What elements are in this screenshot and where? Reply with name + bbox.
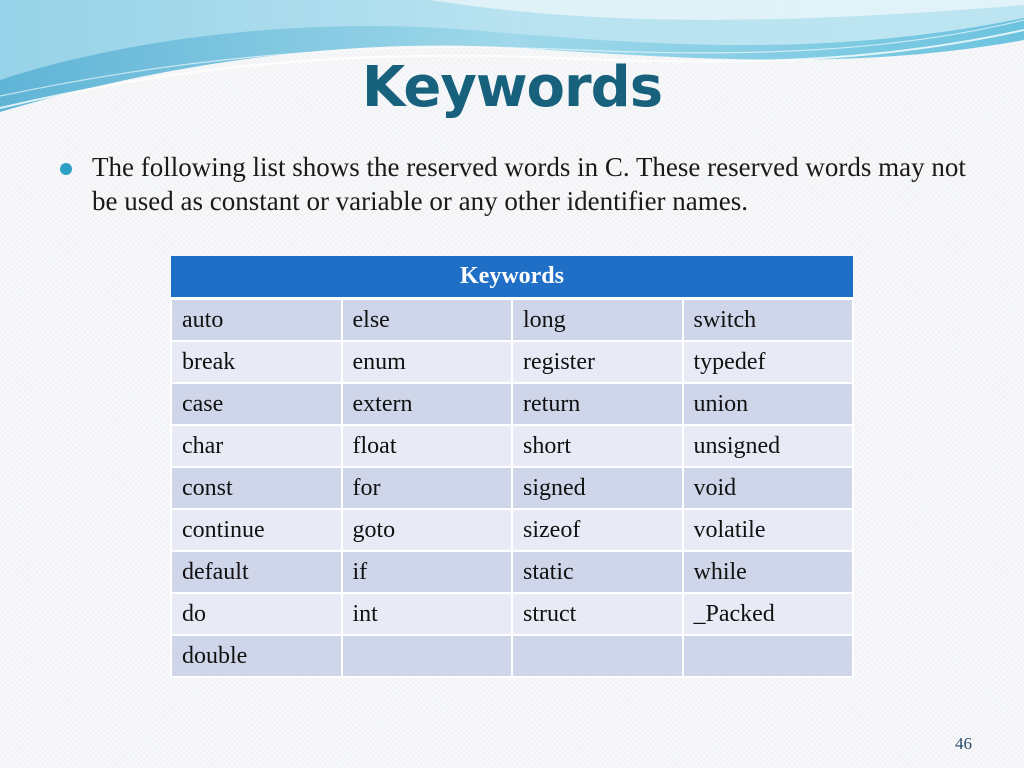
table-cell: short [512, 425, 683, 467]
table-cell: typedef [683, 341, 854, 383]
table-cell: unsigned [683, 425, 854, 467]
table-cell: char [171, 425, 342, 467]
bullet-icon [60, 163, 72, 175]
table-cell: for [342, 467, 513, 509]
table-row [171, 593, 853, 635]
table-cell: enum [342, 341, 513, 383]
table-cell: double [171, 635, 342, 677]
table-row [171, 635, 853, 677]
bullet-text: The following list shows the reserved words in C. These reserved words may not be used as constant or variable or any other identifier names. [92, 152, 966, 216]
table-cell: if [342, 551, 513, 593]
table-cell: break [171, 341, 342, 383]
table-cell: else [342, 299, 513, 342]
table-cell: default [171, 551, 342, 593]
table-cell: extern [342, 383, 513, 425]
table-cell [683, 635, 854, 677]
table-cell: signed [512, 467, 683, 509]
table-cell: continue [171, 509, 342, 551]
table-cell [512, 635, 683, 677]
table-cell: long [512, 299, 683, 342]
table-cell: int [342, 593, 513, 635]
table-cell: register [512, 341, 683, 383]
table-cell: _Packed [683, 593, 854, 635]
table-cell: const [171, 467, 342, 509]
table-cell: case [171, 383, 342, 425]
table-cell: while [683, 551, 854, 593]
table-cell: sizeof [512, 509, 683, 551]
table-cell: union [683, 383, 854, 425]
keywords-table [170, 256, 854, 678]
table-row [171, 509, 853, 551]
table-header: Keywords [171, 256, 853, 299]
table-cell: void [683, 467, 854, 509]
table-row [171, 551, 853, 593]
table-cell: goto [342, 509, 513, 551]
table-row [171, 299, 853, 342]
table-cell: struct [512, 593, 683, 635]
table-cell [342, 635, 513, 677]
table-cell: volatile [683, 509, 854, 551]
table-cell: switch [683, 299, 854, 342]
table-cell: do [171, 593, 342, 635]
table-cell: static [512, 551, 683, 593]
table-row [171, 383, 853, 425]
table-header-row [171, 256, 853, 299]
slide-title: Keywords [361, 55, 663, 120]
table-row [171, 425, 853, 467]
table-row [171, 467, 853, 509]
table-row [171, 341, 853, 383]
table-cell: auto [171, 299, 342, 342]
page-number: 46 [955, 734, 972, 753]
table-cell: float [342, 425, 513, 467]
table-cell: return [512, 383, 683, 425]
